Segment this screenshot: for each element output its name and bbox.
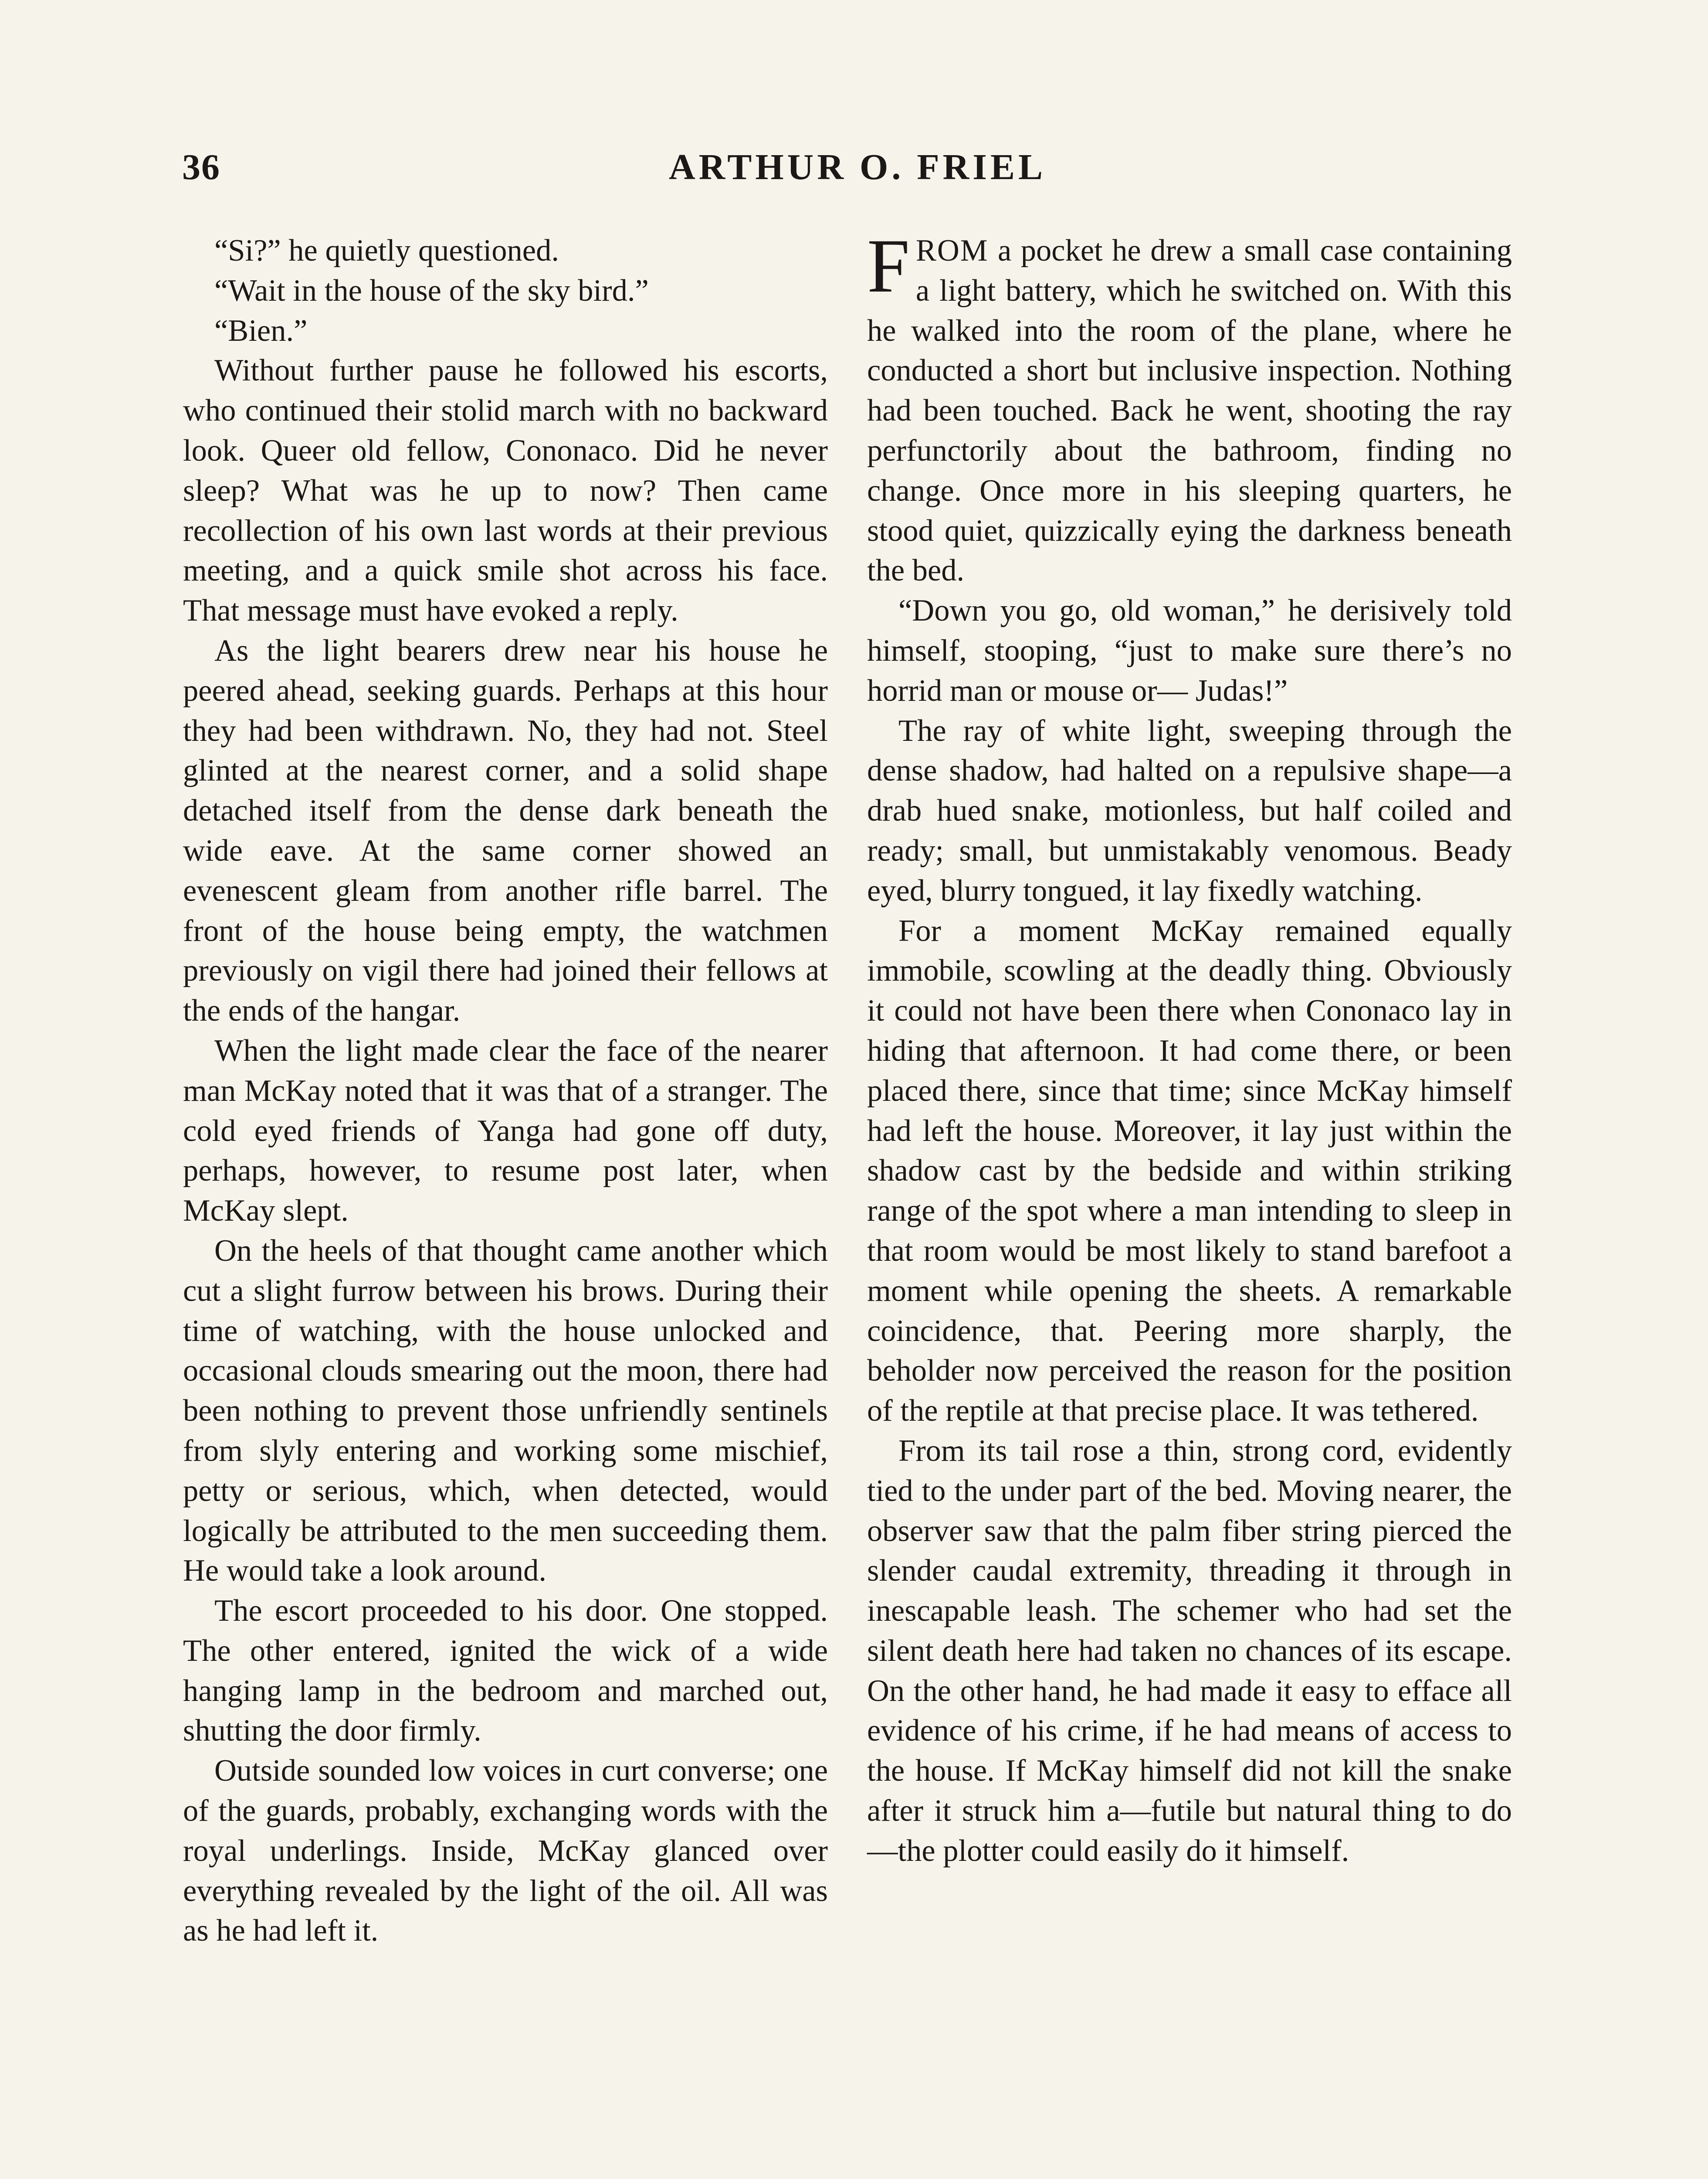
paragraph: As the light bearers drew near his house he peered ahead, seeking guards. Perhaps at this hour they had been withdrawn. No, they had not. Steel glinted at the nearest corner, and a solid shape detached itself from the dense dark beneath the wide eave. At the same corner showed an evenescent gleam from another rifle barrel. The front of the house being empty, the watchmen previously on vigil there had joined their fellows at the ends of the hangar.	[183, 633, 828, 1028]
paragraph: “Down you go, old woman,” he derisively told himself, stooping, “just to make sure there’s no horrid man or mouse or— Judas!”	[867, 594, 1512, 708]
paragraph: Without further pause he followed his escorts, who continued their stolid march with no backward look. Queer old fellow, Cononaco. Did he never sleep? What was he up to now? Then came recollection of his own last words at their previous meeting, and a quick smile shot across his face. That message must have evoked a reply.	[183, 353, 828, 628]
opening-word-rest: ROM	[915, 234, 989, 268]
paragraph: When the light made clear the face of the nearer man McKay noted that it was that of a stranger. The cold eyed friends of Yanga had gone off duty, perhaps, however, to resume post later, when McKay slept.	[183, 1033, 828, 1228]
opening-paragraph	[867, 224, 1512, 591]
paragraph: For a moment McKay remained equally immobile, scowling at the deadly thing. Obviously it could not have been there when Cononaco lay in hiding that afternoon. It had come there, or been placed there, since that time; since McKay himself had left the house. Moreover, it lay just within the shadow cast by the bedside and within striking range of the spot where a man intending to sleep in that room would be most likely to stand barefoot a moment while opening the sheets. A remarkable coincidence, that. Peering more sharply, the beholder now perceived the reason for the position of the reptile at that precise place. It was tethered.	[867, 913, 1512, 1428]
paragraph: Outside sounded low voices in curt converse; one of the guards, probably, exchanging words with the royal underlings. Inside, McKay glanced over everything revealed by the light of the oil. All was as he had left it.	[183, 1754, 828, 1948]
running-head: ARTHUR O. FRIEL	[668, 147, 1047, 187]
paragraph: On the heels of that thought came another which cut a slight furrow between his brows. During their time of watching, with the house unlocked and occasional clouds smearing out the moon, there had been nothing to prevent those unfriendly sentinels from slyly entering and working some mischief, petty or serious, which, when detected, would logically be attributed to the men succeeding them. He would take a look around.	[183, 1233, 828, 1588]
page-header	[182, 146, 1533, 194]
drop-cap: F	[867, 224, 910, 309]
paragraph: “Bien.”	[214, 313, 308, 348]
paragraph: From its tail rose a thin, strong cord, evidently tied to the under part of the bed. Moving nearer, the observer saw that the palm fiber string pierced the slender caudal extremity, threading it through in inescapable leash. The schemer who had set the silent death here had taken no chances of its escape. On the other hand, he had made it easy to efface all evidence of his crime, if he had means of access to the house. If McKay himself did not kill the snake after it struck him a—futile but natural thing to do—the plotter could easily do it himself.	[867, 1433, 1512, 1868]
right-column	[867, 224, 1512, 1871]
paragraph: “Wait in the house of the sky bird.”	[214, 273, 649, 308]
opening-paragraph-text: a pocket he drew a small case containing a light battery, which he switched on. With this he walked into the room of the plane, where he conducted a short but inclusive inspection. Nothing had been touched. Back he went, shooting the ray perfunctorily about the bathroom, finding no change. Once more in his sleeping quarters, he stood quiet, quizzically eying the darkness beneath the bed.	[867, 234, 1512, 588]
paragraph: The ray of white light, sweeping through the dense shadow, had halted on a repulsive shape—a drab hued snake, motionless, but half coiled and ready; small, but unmistakably venomous. Beady eyed, blurry tongued, it lay fixedly watching.	[867, 713, 1512, 908]
paragraph: The escort proceeded to his door. One stopped. The other entered, ignited the wick of a wide hanging lamp in the bedroom and marched out, shutting the door firmly.	[183, 1594, 828, 1748]
left-column	[183, 231, 828, 1951]
page-number: 36	[182, 147, 220, 187]
paragraph: “Si?” he quietly questioned.	[214, 234, 559, 268]
